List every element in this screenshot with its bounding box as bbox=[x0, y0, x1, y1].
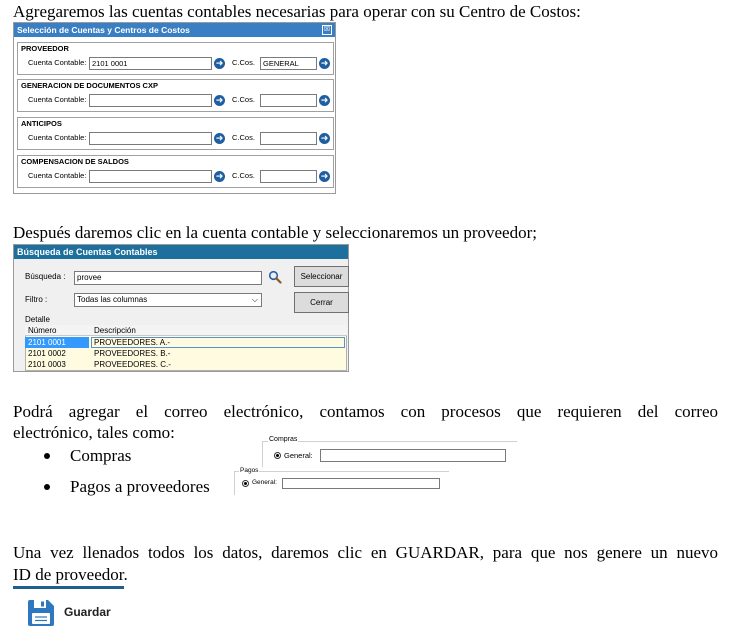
go-arrow-icon[interactable]: ➜ bbox=[215, 133, 224, 143]
bullet-compras: Compras bbox=[70, 446, 132, 465]
table-row[interactable] bbox=[25, 359, 347, 370]
cc-input[interactable] bbox=[260, 170, 317, 183]
paragraph-email-line1: Podrá agregar el correo electrónico, contamos con procesos que requieren del correo bbox=[13, 402, 718, 421]
detail-label: Detalle bbox=[25, 315, 50, 324]
filter-label: Filtro : bbox=[25, 295, 48, 304]
group-generacion-documentos bbox=[17, 79, 334, 112]
account-label: Cuenta Contable: bbox=[28, 133, 87, 142]
radio-general[interactable] bbox=[242, 480, 249, 487]
paragraph-email-line2: electrónico, tales como: bbox=[13, 423, 175, 442]
email-input[interactable] bbox=[282, 478, 440, 489]
account-label: Cuenta Contable: bbox=[28, 58, 87, 67]
cc-label: C.Cos. bbox=[232, 95, 255, 104]
account-input[interactable] bbox=[89, 170, 212, 183]
group-title: ANTICIPOS bbox=[21, 119, 62, 128]
close-icon[interactable]: ☒ bbox=[323, 26, 331, 33]
group-title: COMPENSACION DE SALDOS bbox=[21, 157, 129, 166]
go-arrow-icon[interactable]: ➜ bbox=[320, 95, 329, 105]
search-icon[interactable] bbox=[268, 270, 282, 284]
cell-descripcion: PROVEEDORES. A.- bbox=[91, 337, 345, 348]
group-anticipos bbox=[17, 117, 334, 150]
column-header-numero[interactable]: Número bbox=[28, 326, 57, 335]
go-arrow-icon[interactable]: ➜ bbox=[215, 58, 224, 68]
chevron-down-icon: ⌵ bbox=[251, 295, 258, 304]
go-arrow-icon[interactable]: ➜ bbox=[320, 58, 329, 68]
group-title: PROVEEDOR bbox=[21, 44, 69, 53]
table-row[interactable] bbox=[25, 337, 347, 348]
group-title: GENERACION DE DOCUMENTOS CXP bbox=[21, 81, 158, 90]
cell-numero: 2101 0003 bbox=[28, 360, 66, 369]
paragraph-intro: Agregaremos las cuentas contables necesarias para operar con su Centro de Costos: bbox=[13, 2, 581, 21]
save-label: Guardar bbox=[64, 605, 111, 619]
option-label: General: bbox=[284, 451, 313, 460]
select-button[interactable]: Seleccionar bbox=[294, 266, 349, 287]
cc-label: C.Cos. bbox=[232, 171, 255, 180]
group-proveedor bbox=[17, 42, 334, 75]
email-panel-compras bbox=[262, 436, 517, 467]
paragraph-save-line1: Una vez llenados todos los datos, daremos clic en GUARDAR, para que nos genere un nuevo bbox=[13, 543, 718, 562]
floppy-disk-icon bbox=[26, 598, 56, 628]
group-compensacion-saldos bbox=[17, 155, 334, 188]
close-button[interactable]: Cerrar bbox=[294, 292, 349, 313]
column-header-descripcion[interactable]: Descripción bbox=[94, 326, 136, 335]
account-input[interactable]: 2101 0001 bbox=[89, 57, 212, 70]
bullet-pagos: Pagos a proveedores bbox=[70, 477, 210, 496]
go-arrow-icon[interactable]: ➜ bbox=[215, 95, 224, 105]
account-input[interactable] bbox=[89, 94, 212, 107]
filter-select[interactable] bbox=[74, 293, 262, 307]
email-panel-pagos bbox=[234, 467, 449, 495]
paragraph-select-supplier: Después daremos clic en la cuenta contable y seleccionaremos un proveedor; bbox=[13, 223, 537, 242]
cell-descripcion: PROVEEDORES. C.- bbox=[94, 360, 171, 369]
cell-numero: 2101 0001 bbox=[25, 337, 89, 348]
go-arrow-icon[interactable]: ➜ bbox=[215, 171, 224, 181]
account-input[interactable] bbox=[89, 132, 212, 145]
cc-input[interactable]: GENERAL bbox=[260, 57, 317, 70]
search-label: Búsqueda : bbox=[25, 272, 66, 281]
group-title: Pagos bbox=[240, 467, 259, 474]
table-header bbox=[25, 325, 347, 336]
cc-label: C.Cos. bbox=[232, 133, 255, 142]
paragraph-save-line2: ID de proveedor. bbox=[13, 565, 128, 584]
option-label: General: bbox=[252, 479, 277, 486]
bullet-dot bbox=[44, 453, 50, 459]
bullet-dot bbox=[44, 484, 50, 490]
account-label: Cuenta Contable: bbox=[28, 171, 87, 180]
search-input[interactable]: provee bbox=[74, 271, 262, 285]
filter-selected-value: Todas las columnas bbox=[77, 295, 148, 304]
cell-numero: 2101 0002 bbox=[28, 349, 66, 358]
dialog-title: Selección de Cuentas y Centros de Costos bbox=[14, 23, 335, 37]
table-row[interactable] bbox=[25, 348, 347, 359]
go-arrow-icon[interactable]: ➜ bbox=[320, 133, 329, 143]
underline-accent bbox=[13, 586, 124, 589]
go-arrow-icon[interactable]: ➜ bbox=[320, 171, 329, 181]
cc-label: C.Cos. bbox=[232, 58, 255, 67]
cell-descripcion: PROVEEDORES. B.- bbox=[94, 349, 171, 358]
dialog-title: Búsqueda de Cuentas Contables bbox=[14, 245, 348, 259]
cc-input[interactable] bbox=[260, 94, 317, 107]
account-search-dialog bbox=[13, 244, 349, 372]
cost-center-accounts-dialog bbox=[13, 22, 336, 194]
group-title: Compras bbox=[269, 436, 298, 443]
account-label: Cuenta Contable: bbox=[28, 95, 87, 104]
radio-general[interactable] bbox=[274, 452, 281, 459]
email-input[interactable] bbox=[320, 449, 506, 462]
save-button[interactable] bbox=[26, 598, 121, 630]
cc-input[interactable] bbox=[260, 132, 317, 145]
